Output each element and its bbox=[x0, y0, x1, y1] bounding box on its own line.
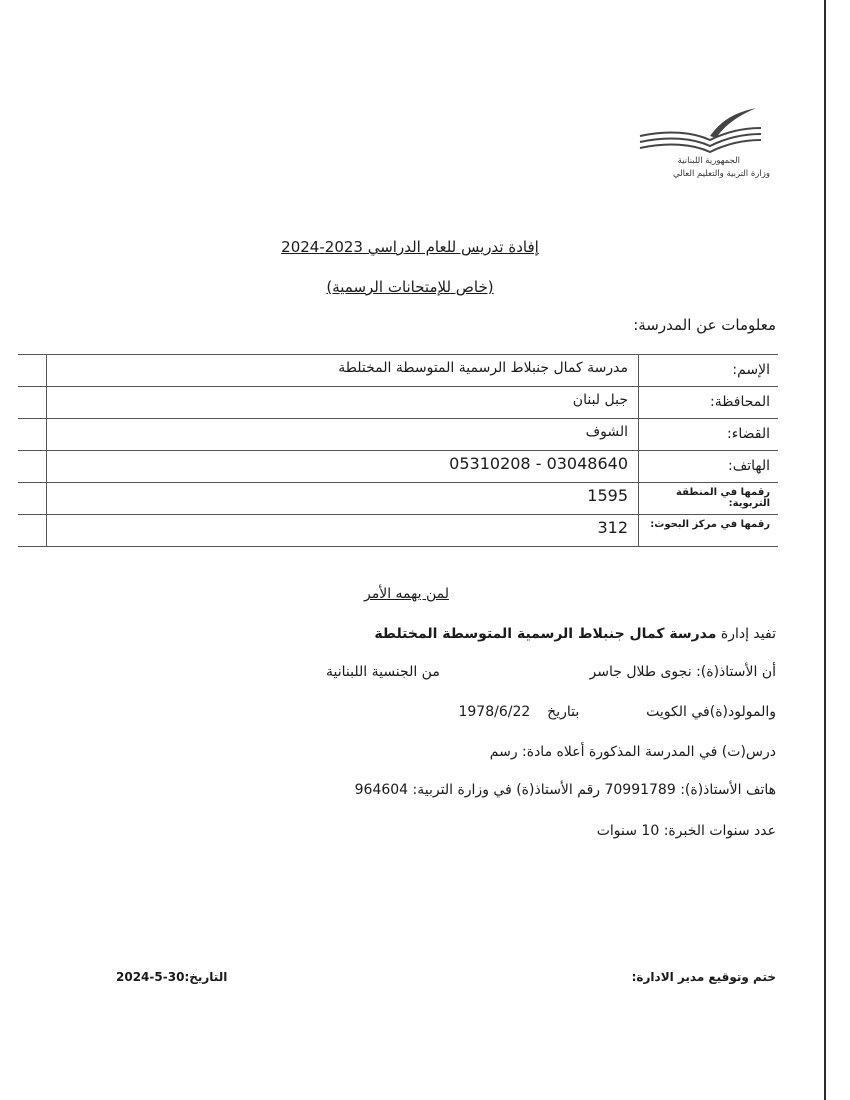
info-value: مدرسة كمال جنبلاط الرسمية المتوسطة المختلطة bbox=[338, 360, 628, 376]
logo-republic-text: الجمهورية اللبنانية bbox=[677, 156, 740, 166]
body-line-school: تفيد إدارة مدرسة كمال جنبلاط الرسمية المتوسطة المختلطة bbox=[374, 626, 776, 642]
school-info-heading: معلومات عن المدرسة: bbox=[633, 316, 776, 334]
info-row-district bbox=[18, 418, 778, 450]
document-subtitle: (خاص للإمتحانات الرسمية) bbox=[326, 278, 494, 296]
school-name-bold: مدرسة كمال جنبلاط الرسمية المتوسطة المختلطة bbox=[374, 626, 717, 642]
school-info-table bbox=[18, 354, 778, 547]
teacher-name: نجوى طلال جاسر bbox=[589, 664, 692, 680]
info-row-research-number bbox=[18, 514, 778, 547]
info-value: جبل لبنان bbox=[572, 392, 628, 408]
body-line-subject: درس(ت) في المدرسة المذكورة أعلاه مادة: رسم bbox=[489, 744, 776, 760]
logo-ministry-text: وزارة التربية والتعليم العالي bbox=[672, 169, 770, 179]
info-row-phone bbox=[18, 450, 778, 482]
info-value: الشوف bbox=[585, 424, 628, 440]
nationality: من الجنسية اللبنانية bbox=[326, 664, 440, 680]
info-value: 312 bbox=[597, 518, 628, 537]
ministry-logo bbox=[630, 108, 770, 188]
body-line-phone: هاتف الأستاذ(ة): 70991789 رقم الأستاذ(ة) في وزارة التربية: 964604 bbox=[354, 782, 776, 798]
birth-place: الكويت bbox=[646, 704, 687, 720]
experience-years: 10 سنوات bbox=[596, 823, 660, 839]
info-label: رقمها في مركز البحوث: bbox=[638, 515, 778, 546]
ministry-number: 964604 bbox=[354, 782, 409, 798]
book-emblem-icon bbox=[638, 108, 763, 156]
info-value: 1595 bbox=[587, 486, 628, 505]
teacher-phone: 70991789 bbox=[604, 782, 676, 798]
document-title: إفادة تدريس للعام الدراسي 2023-2024 bbox=[281, 238, 539, 256]
body-line-experience: عدد سنوات الخبرة: 10 سنوات bbox=[596, 823, 776, 839]
body-line-teacher: أن الأستاذ(ة): نجوى طلال جاسر من الجنسية اللبنانية bbox=[326, 664, 776, 680]
info-label: رقمها في المنطقة التربوية: bbox=[638, 483, 778, 514]
signature-label: ختم وتوقيع مدير الادارة: bbox=[631, 970, 776, 984]
body-line-birth: والمولود(ة)في الكويت بتاريخ 1978/6/22 bbox=[458, 704, 776, 720]
scan-edge-line bbox=[824, 0, 826, 1100]
birth-date: 1978/6/22 bbox=[458, 704, 531, 720]
info-label: الهاتف: bbox=[638, 451, 778, 482]
info-label: الإسم: bbox=[638, 355, 778, 386]
to-whom-heading: لمن يهمه الأمر bbox=[364, 586, 449, 602]
info-label: المحافظة: bbox=[638, 387, 778, 418]
info-row-governorate bbox=[18, 386, 778, 418]
document-date: التاريخ:30-5-2024 bbox=[116, 970, 228, 984]
info-label: القضاء: bbox=[638, 419, 778, 450]
info-row-region-number bbox=[18, 482, 778, 514]
scan-edge bbox=[828, 0, 850, 1100]
info-row-name bbox=[18, 354, 778, 386]
info-value: 03048640 - 05310208 bbox=[449, 454, 628, 473]
